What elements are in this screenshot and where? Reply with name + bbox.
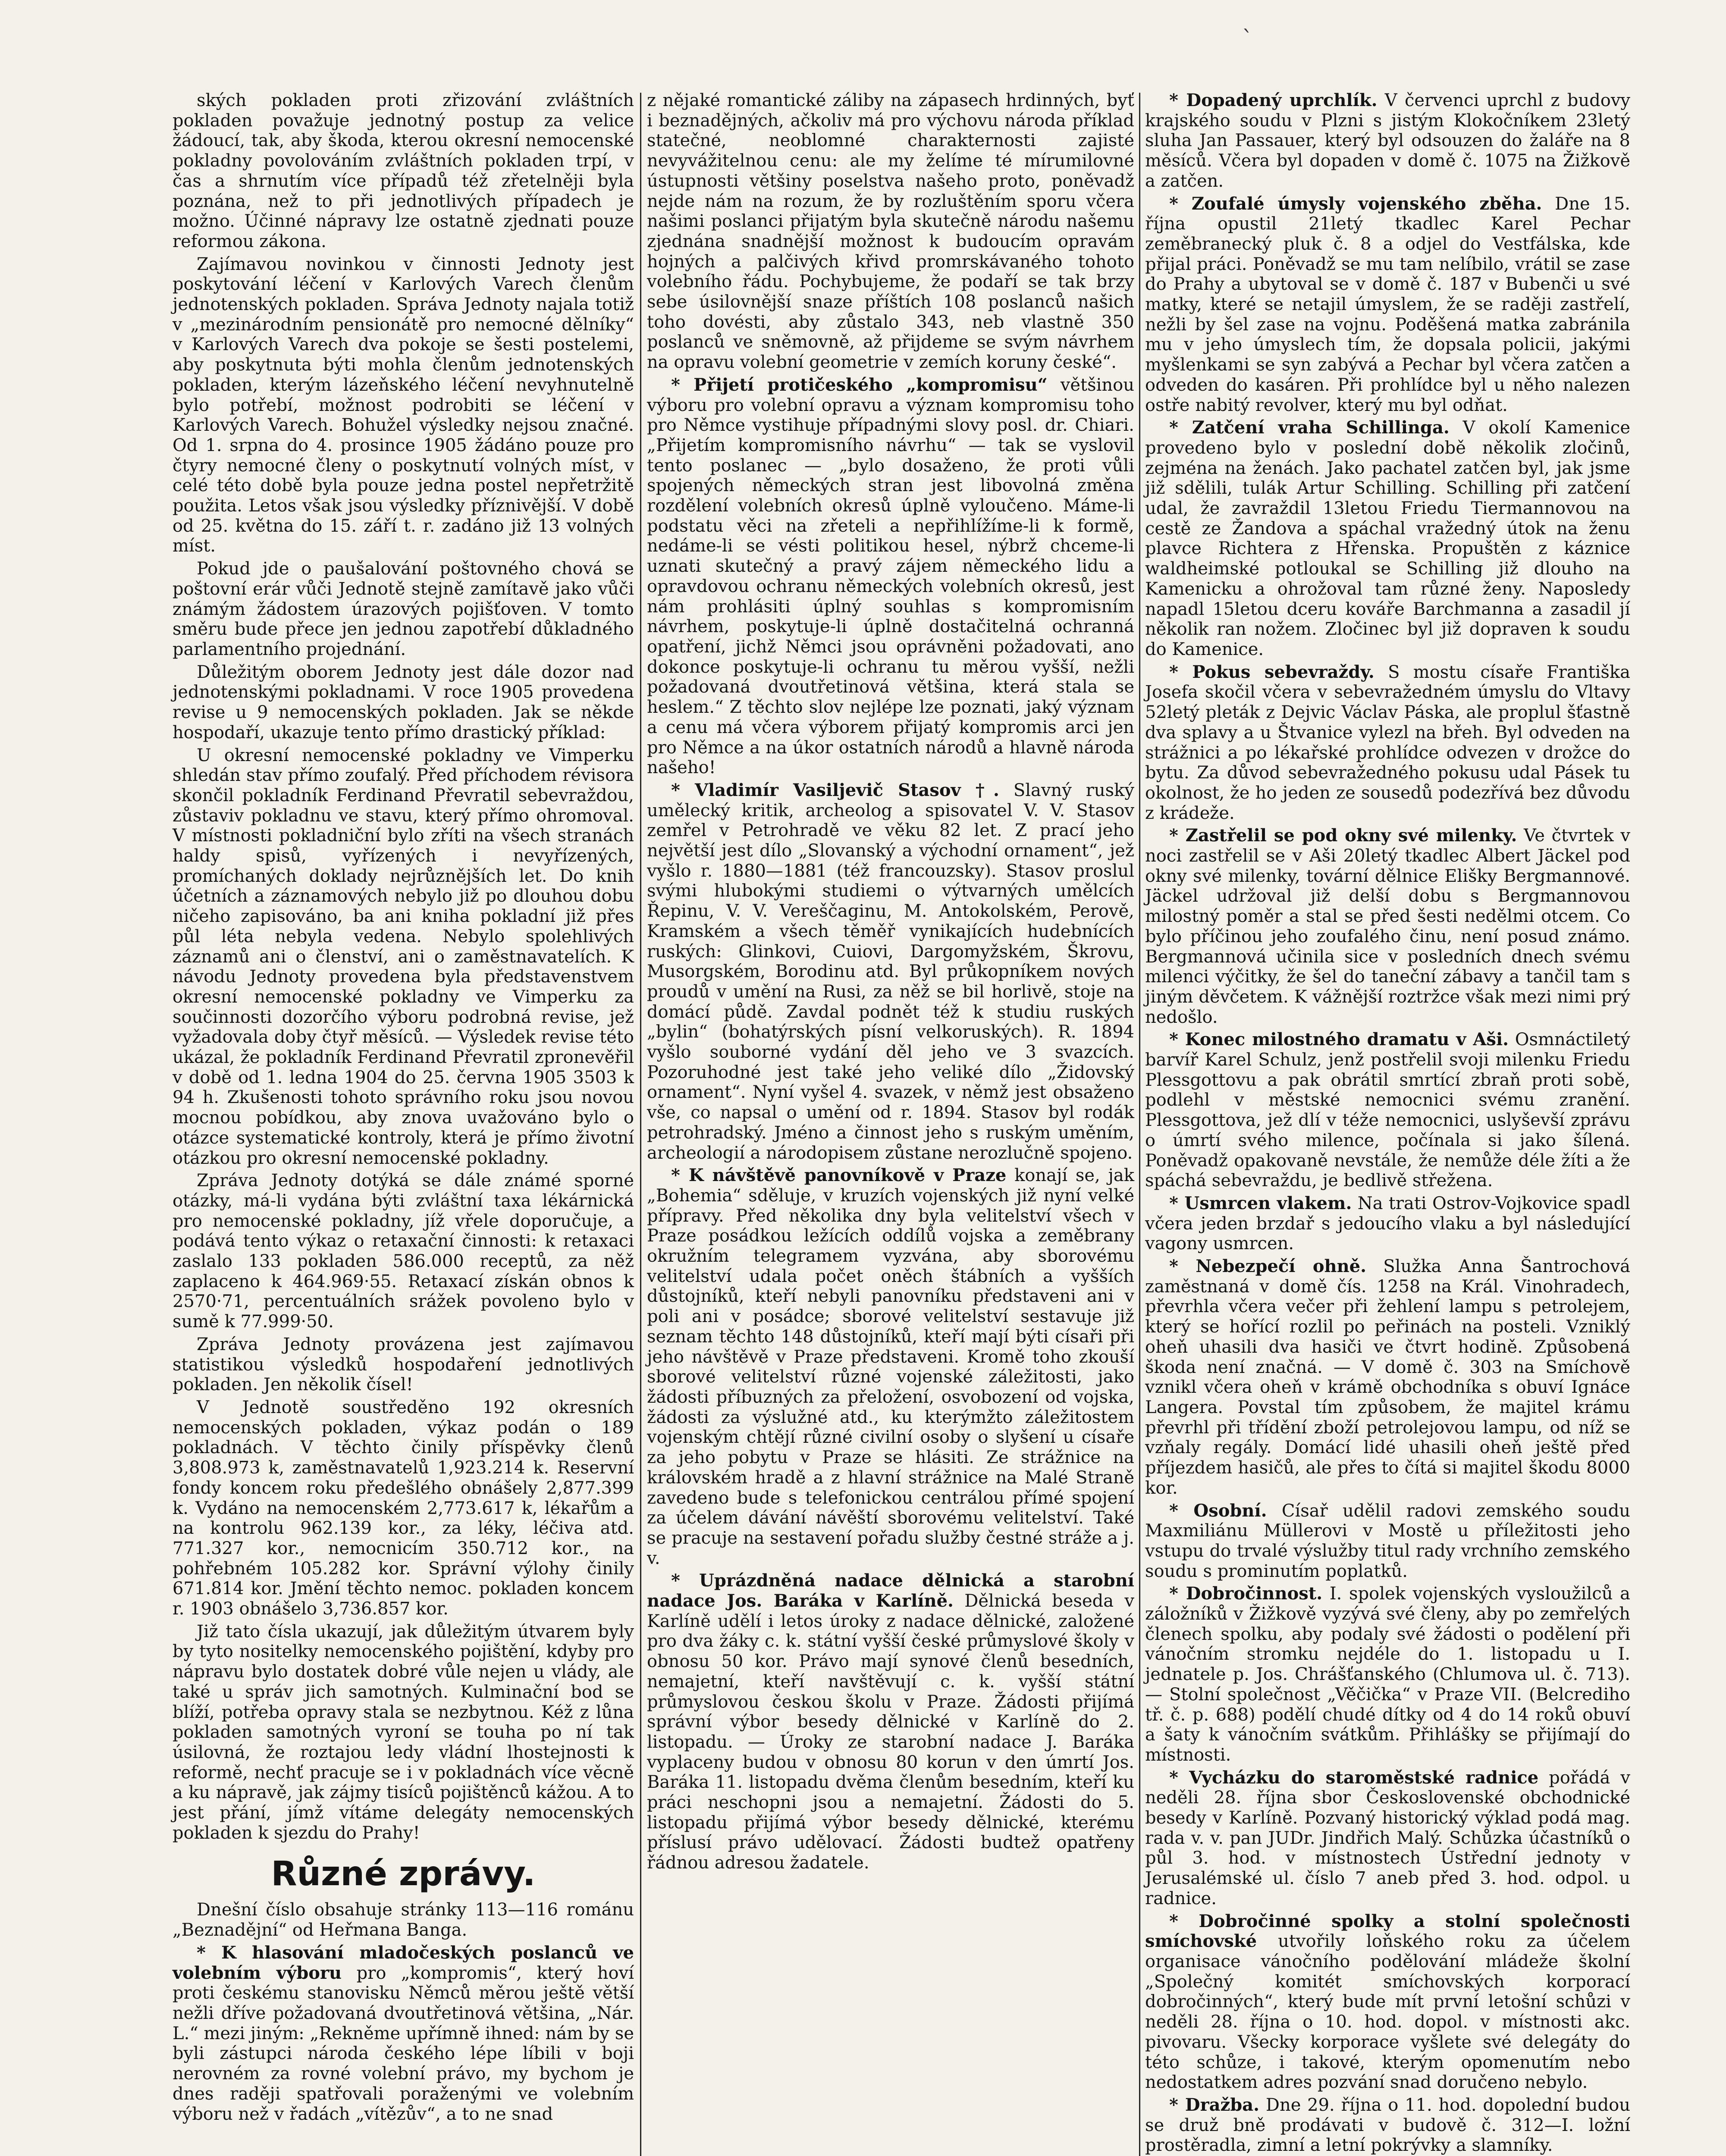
news-item-lead: * Zatčení vraha Schillinga.	[1169, 417, 1450, 438]
news-item-text: Císař udělil radovi zemského soudu Maxmiliánu Müllerovi v Mostě u příležitosti jeho vstupu do trvalé výslužby titul rady vrchního zemského soudu s prominutím poplatků.	[1145, 1501, 1630, 1581]
column-divider	[1139, 93, 1140, 2156]
news-item-lead: * Dobročinnost.	[1169, 1583, 1323, 1604]
news-item-text: Ve čtvrtek v noci zastřelil se v Aši 20letý tkadlec Albert Jäckel pod okny své milenky, tovární dělnice Elišky Bergmannové. Jäckel udržoval již delší dobu s Bergmannovou milostný poměr a stal se před šesti nedělmi otcem. Co bylo příčinou jeho zoufalého činu, není posud známo. Bergmannová učinila sice v posledních dnech svému milenci výčitky, že šel do taneční zábavy a tančil tam s jiným děvčetem. K vážnější roztržce však mezi nimi prý nedošlo.	[1145, 826, 1630, 1027]
news-item-lead: * Vycházku do staroměstské radnice	[1169, 1767, 1539, 1788]
news-item	[1145, 1584, 1630, 1765]
news-item-text: Osmnáctiletý barvíř Karel Schulz, jenž postřelil svoji milenku Friedu Plessgottovu a pak obrátil smrtící zbraň proti sobě, podlehl v městské nemocnici svému zranění. Plessgottova, jež dlí v téže nemocnici, uslyševší zprávu o úmrtí svého milence, počínala si jako šílená. Poněvadž opakovaně nevstále, že nemůže déle žíti a že spáchá sebevraždu, je bedlivě střežena.	[1145, 1030, 1630, 1191]
news-item	[1145, 1768, 1630, 1909]
news-item	[647, 780, 1134, 1163]
news-item	[647, 375, 1134, 778]
news-item-lead: * Usmrcen vlakem.	[1169, 1193, 1352, 1213]
article-paragraph: Zpráva Jednoty dotýká se dále známé sporné otázky, má-li vydána býti zvláštní taxa lékárnická pro nemocenské pokladny, jíž vřele doporučuje, a podává tento výkaz o retaxační činnosti: k retaxaci zaslalo 133 pokladen 586.000 receptů, za něž zaplaceno k 464.969·55. Retaxací získán obnos k 2570·71, percentuálních srážek povoleno bylo v sumě k 77.999·50.	[173, 1171, 634, 1332]
news-item-lead: * Nebezpečí ohně.	[1169, 1256, 1367, 1277]
article-paragraph: Již tato čísla ukazují, jak důležitým útvarem byly by tyto nositelky nemocenského pojištění, kdyby pro nápravu bylo dostatek dobré vůle nejen u vlády, ale také u správ jich samotných. Kulminační bod se blíží, potřeba opravy stala se nezbytnou. Kéž z lůna pokladen samotných vyroní se touha po ní tak úsilovná, že roztajou ledy vládní lhostejnosti k reformě, nechť pracuje se i v pokladnách více věcně a ku nápravě, jak zájmy tisíců pojištěnců kážou. A to jest přání, jímž vítáme delegáty nemocenských pokladen k sjezdu do Prahy!	[173, 1621, 634, 1843]
news-item	[1145, 1194, 1630, 1254]
news-item-text: V okolí Kamenice provedeno bylo v poslední době několik zločinů, zejména na ženách. Jako pachatel zatčen byl, jak jsme již sdělili, tulák Artur Schilling. Schilling při zatčení udal, že zavraždil 13letou Friedu Tiermannovou na cestě ze Žandova a spáchal vražedný útok na ženu plavce Richtera z Hřenska. Propuštěn z káznice waldheimské potloukal se Schilling již dlouho na Kamenicku a ohrožoval tam různé ženy. Naposledy napadl 15letou dceru kováře Barchmanna a zasadil jí několik ran nožem. Zločinec byl již dopraven k soudu do Kamenice.	[1145, 418, 1631, 659]
news-item-text: Služka Anna Šantrochová zaměstnaná v domě čís. 1258 na Král. Vinohradech, převrhla včera večer při žehlení lampu s petrolejem, který se hořící rozlil po peřinách na posteli. Vzniklý oheň uhasili dva hasiči ve čtvrt hodině. Způsobená škoda není značná. — V domě č. 303 na Smíchově vznikl včera oheň v krámě obchodníka s obuví Ignáce Langera. Povstal tím způsobem, že majitel krámu převrhl při třídění zboží petrolejovou lampu, od níž se vzňaly regály. Domácí lidé uhasili oheň ještě před příjezdem hasičů, ale přes to čítá si majitel škodu 8000 kor.	[1145, 1257, 1631, 1498]
article-paragraph: U okresní nemocenské pokladny ve Vimperku shledán stav přímo zoufalý. Před příchodem révisora skončil pokladník Ferdinand Převratil sebevraždou, zůstaviv pokladnu ve stavu, který přímo ohromoval. V místnosti pokladniční bylo zříti na všech stranách haldy spisů, vyřízených i nevyřízených, promíchaných doklady nejrůznějších let. Do knih účetních a záznamových nebylo již po dlouhou dobu ničeho zapisováno, ba ani kniha pokladní již přes půl léta nebyla vedena. Nebylo spolehlivých záznamů ani o členství, ani o zaměstnavatelích. K návodu Jednoty provedena byla představenstvem okresní nemocenské pokladny ve Vimperku za součinnosti dozorčího výboru podrobná revise, jež vyžadovala doby čtyř měsíců. — Výsledek revise této ukázal, že pokladník Ferdinand Převratil zpronevěřil v době od 1. ledna 1904 do 25. června 1905 3503 k 94 h. Zkušenosti tohoto správního roku jsou novou mocnou pobídkou, aby znova uvažováno bylo o otázce systematické kontroly, která je přímo životní otázkou pro okresní nemocenské pokladny.	[173, 745, 634, 1168]
column-2	[647, 91, 1134, 1873]
column-divider	[640, 93, 641, 2156]
article-paragraph: Zajímavou novinkou v činnosti Jednoty jest poskytování léčení v Karlových Varech členům jednotenských pokladen. Správa Jednoty najala totiž v „mezinárodním pensionátě pro nemocné dělníky“ v Karlových Varech dva pokoje se šesti postelemi, aby poskytnuta býti mohla členům jednotenských pokladen, kterým lázeňského léčení nevyhnutelně bylo potřebí, možnost podrobiti se léčení v Karlových Varech. Bohužel výsledky nejsou značné. Od 1. srpna do 4. prosince 1905 žádáno pouze pro čtyry nemocné členy o poskytnutí volných míst, v celé této době byla pouze jedna postel nepřetržitě použita. Letos však jsou výsledky příznivější. V době od 25. května do 15. září t. r. zadáno již 13 volných míst.	[173, 254, 634, 556]
news-item-text: konají se, jak „Bohemia“ sděluje, v kruzích vojenských již nyní velké přípravy. Před několika dny byla velitelství všech v Praze posádkou ležících oddílů vojska a zeměbrany okružním telegramem vyzvána, aby sborovému velitelství udala počet oněch štábních a vyšších důstojníků, kteří nebyli panovníku představeni ani v poli ani v posádce; sborové velitelství sestavuje již seznam těchto 148 důstojníků, kteří mají býti císaři při jeho návštěvě v Praze představeni. Kromě toho zkouší sborové velitelství různé vojenské záležitosti, jako žádosti příbuzných za přeložení, osvobození od vojska, žádosti za výslužné atd., ku kterýmžto záležitostem vojenským chtějí různé civilní osoby o slyšení u císaře za jeho pobytu v Praze se hlásiti. Ze strážnice na královském hradě a z hlavní strážnice na Malé Straně zavedeno bude s telefonickou centrálou přímé spojení za účelem dávání návěští sborovému velitelství. Také se pracuje na sestavení pořadu služby čestné stráže a j. v.	[647, 1166, 1134, 1568]
article-paragraph: Důležitým oborem Jednoty jest dále dozor nad jednotenskými pokladnami. V roce 1905 provedena revise u 9 nemocenských pokladen. Jak se někde hospodaří, ukazuje tento přímo drastický příklad:	[173, 662, 634, 743]
news-item-lead: * Zoufalé úmysly vojenského zběha.	[1169, 193, 1542, 214]
news-item-text: S mostu císaře Františka Josefa skočil včera v sebevražedném úmyslu do Vltavy 52letý pleták z Dejvic Václav Páska, ale proplul šťastně dva splavy a u Štvanice vylezl na břeh. Byl odveden na strážnici a po lékařské prohlídce odvezen v drožce do bytu. Za důvod sebevražedného pokusu udal Pásek tu okolnost, že ho jeden ze sousedů podezřívá bez důvodu z krádeže.	[1145, 662, 1630, 823]
news-item-lead: * Přijetí protičeského „kompromisu“	[671, 374, 1048, 395]
news-item-lead: * Pokus sebevraždy.	[1169, 661, 1375, 682]
news-item-text: pořádá v neděli 28. října sbor Československé obchodnické besedy v Karlíně. Pozvaný historický výklad podá mag. rada v. v. pan JUDr. Jindřich Malý. Schůzka účastníků o půl 3. hod. v místnostech Ústřední jednoty v Jerusalémské ul. číslo 7 aneb před 3. hod. odpol. u radnice.	[1145, 1767, 1630, 1908]
news-item-lead: * Zastřelil se pod okny své milenky.	[1169, 825, 1517, 846]
news-item	[1145, 662, 1630, 824]
news-item	[1145, 1912, 1630, 2093]
news-item-text: Na trati Ostrov-Vojkovice spadl včera jeden brzdař s jedoucího vlaku a byl následující vagony usmrcen.	[1145, 1193, 1630, 1254]
news-item-lead: * Konec milostného dramatu v Aši.	[1169, 1029, 1509, 1050]
news-item-text: Slavný ruský umělecký kritik, archeolog a spisovatel V. V. Stasov zemřel v Petrohradě ve věku 82 let. Z prací jeho největší jest dílo „Slovanský a východní ornament“, jež vyšlo r. 1880—1881 (též francouzsky). Stasov proslul svými hlubokými studiemi o výtvarných umělcích Řepinu, V. V. Vereščaginu, M. Antokolském, Perově, Kramském a všech těměř vynikajících hudebnících ruských: Glinkovi, Cuiovi, Dargomyžském, Škrovu, Musorgském, Borodinu atd. Byl průkopníkem nových proudů v umění na Rusi, za něž se bil horlivě, stoje na domácí půdě. Zavdal podnět též k studiu ruských „bylin“ (bohatýrských písní velkoruských). R. 1894 vyšlo souborné vydání děl jeho ve 3 svazcích. Pozoruhodné jest také jeho veliké dílo „Židovský ornament“. Nyní vyšel 4. svazek, v němž jest obsaženo vše, co napsal o umění od r. 1894. Stasov byl rodák petrohradský. Jméno a činnost jeho s ruským uměním, archeologií a národopisem zůstane nerozlučně spojeno.	[647, 780, 1134, 1163]
news-item	[647, 1166, 1134, 1568]
article-paragraph: Pokud jde o paušalování poštovného chová se poštovní erár vůči Jednotě stejně zamítavě jako vůči známým žádostem úrazových pojišťoven. V tomto směru bude přece jen jednou zapotřebí důkladného parlamentního projednání.	[173, 559, 634, 659]
news-item-lead: * Osobní.	[1169, 1500, 1267, 1521]
news-item-lead: * Dražba.	[1169, 2094, 1260, 2115]
news-item-text: Dne 29. října o 11. hod. dopolední budou se druž bně prodávati v budově č. 312—I. ložní prostěradla, zimní a letní pokrývky a slamníky.	[1145, 2095, 1630, 2156]
news-item	[1145, 1030, 1630, 1191]
news-item	[1145, 1257, 1630, 1498]
article-paragraph: Dnešní číslo obsahuje stránky 113—116 románu „Beznadějní“ od Heřmana Banga.	[173, 1900, 634, 1940]
news-item-lead: * Dobročinné spolky a stolní společnosti smíchovské	[1145, 1911, 1630, 1952]
column-1	[173, 91, 634, 2124]
news-item	[1145, 194, 1630, 416]
news-item-text: V červenci uprchl z budovy krajského soudu v Plzni s jistým Klokočníkem 23letý sluha Jan Passauer, který byl odsouzen do žaláře na 8 měsíců. Včera byl dopaden v domě č. 1075 na Žižkově a zatčen.	[1145, 91, 1631, 191]
article-paragraph: V Jednotě soustředěno 192 okresních nemocenských pokladen, výkaz podán o 189 pokladnách. V těchto činily příspěvky členů 3,808.973 k, zaměstnavatelů 1,923.214 k. Reservní fondy koncem roku předešlého obnášely 2,877.399 k. Vydáno na nemocenském 2,773.617 k, lékařům a na kontrolu 962.139 kor., za léky, léčiva atd. 771.327 kor., nemocnicím 350.712 kor., na pohřebném 105.282 kor. Správní výlohy činily 671.814 kor. Jmění těchto nemoc. pokladen koncem r. 1903 obnášelo 3,736.857 kor.	[173, 1398, 634, 1619]
news-item-lead: * K návštěvě panovníkově v Praze	[671, 1165, 1007, 1186]
news-item	[1145, 91, 1630, 191]
corner-mark: ˋ	[1242, 26, 1253, 51]
news-item	[1145, 1501, 1630, 1582]
news-item-lead: * K hlasování mladočeských poslanců ve volebním výboru	[173, 1942, 634, 1983]
article-paragraph: ských pokladen proti zřizování zvláštních pokladen považuje jednotný postup za velice žádoucí, tak, aby škoda, kterou okresní nemocenské pokladny povolováním zvláštních pokladen trpí, v čas a shrnutím více případů též zřetelněji byla poznána, než to při jednotlivých případech je možno. Účinné nápravy lze ostatně zjednati pouze reformou zákona.	[173, 91, 634, 251]
column-3	[1145, 91, 1630, 2156]
news-item-lead: * Vladimír Vasiljevič Stasov †.	[671, 780, 999, 800]
news-item-text: utvořily loňského roku za účelem organisace vánočního podělování mládeže školní „Společný komitét smíchovských korporací dobročinných“, který bude mít první letošní schůzi v neděli 28. října o 10. hod. dopol. v místnosti akc. pivovaru. Všecky korporace vyšlete své delegáty do této schůze, i takové, kterým opomenutím nebo nedostatkem adres pozvání snad doručeno nebylo.	[1145, 1931, 1631, 2093]
news-item-lead: * Dopadený uprchlík.	[1169, 90, 1378, 110]
news-item-text: pro „kompromis“, který hoví proti českému stanovisku Němců měrou ještě větší nežli dříve požadovaná dvoutřetinová většina, „Nár. L.“ mezi jiným: „Rekněme upřímně ihned: nám by se byli zástupci národa českého lépe líbili v boji nerovném za rovné volební právo, my bychom je dnes raději spatřovali poraženými ve volebním výboru než v řadách „vítězův“, a to ne snad	[173, 1963, 634, 2124]
news-item-text: I. spolek vojenských vysloužilců a záložníků v Žižkově vyzývá své členy, aby po zemřelých členech spolku, aby podaly své žádosti o podělení při vánočním stromku nejdéle do 1. listopadu u I. jednatele p. Jos. Chrášťanského (Chlumova ul. č. 713). — Stolní společnost „Věčička“ v Praze VII. (Belcrediho tř. č. p. 688) podělí chudé dítky od 4 do 14 roků obuví a šaty k vánočním svátkům. Přihlášky se přijímají do místnosti.	[1145, 1584, 1631, 1765]
news-item-text: Dělnická beseda v Karlíně udělí i letos úroky z nadace dělnické, založené pro dva žáky c. k. státní vyšší české průmyslové školy v obnosu 50 kor. Právo mají synové členů besedních, nemajetní, kteří navštěvují c. k. vyšší státní průmyslovou českou školu v Praze. Žádosti přijímá správní výbor besedy dělnické v Karlíně do 2. listopadu. — Úroky ze starobní nadace J. Baráka vyplaceny budou v obnosu 80 korun v den úmrtí Jos. Baráka 11. listopadu dvěma členům besedním, kteří ku práci neschopni jsou a nemajetní. Žádosti do 5. listopadu přijímá výbor besedy dělnické, kterému příslusí právo udělovací. Žádosti budtež opatřeny řádnou adresou žadatele.	[647, 1591, 1134, 1873]
news-item	[1145, 826, 1630, 1027]
news-item	[647, 1571, 1134, 1873]
news-item	[1145, 2095, 1630, 2156]
article-paragraph: Zpráva Jednoty provázena jest zajímavou statistikou výsledků hospodaření jednotlivých pokladen. Jen několik čísel!	[173, 1334, 634, 1395]
news-item	[173, 1943, 634, 2124]
section-heading: Různé zprávy.	[271, 1855, 536, 1894]
news-item-text: většinou výboru pro volební opravu a význam kompromisu toho pro Němce vystihuje případnými slovy posl. dr. Chiari. „Přijetím kompromisního návrhu“ — tak se vyslovil tento poslanec — „bylo dosaženo, že proti vůli spojených německých stran jest libovolná změna rozdělení volebních okresů úplně vyloučeno. Máme-li podstatu věci na zřeteli a nepřihlížíme-li k formě, nedáme-li se vésti politikou hesel, nýbrž chceme-li uznati skutečný a pravý zájem německého lidu a opravdovou ochranu německých volebních okresů, jest nám prohlásiti úplný souhlas s kompromisním návrhem, poskytuje-li úplně dostačitelná ochranná opatření, jichž Němci jsou oprávněni požadovati, ano dokonce poskytuje-li ochranu tu měrou vyšší, nežli požadovaná dvoutřetinová většina, která stala se heslem.“ Z těchto slov nejlépe lze poznati, jaký význam a cenu má včera výborem přijatý kompromis arci jen pro Němce a na úkor ostatních národů a hlavně národa našeho!	[647, 375, 1134, 778]
news-item-lead: * Uprázdněná nadace dělnická a starobní nadace Jos. Baráka v Karlíně.	[647, 1570, 1134, 1611]
news-item	[1145, 418, 1630, 659]
article-paragraph: z nějaké romantické záliby na zápasech hrdinných, byť i beznadějných, ačkoliv má pro výchovu národa příklad statečné, neoblomné charakternosti zajisté nevyvážitelnou cenu: ale my želíme té mírumilovné ústupnosti většiny poselstva našeho proto, poněvadž nejde nám na rozum, že by rozluštěním sporu včera našimi poslanci přijatým byla skutečně národu našemu zjednána snadnější možnost k budoucím opravám hojných a palčivých křivd promrskávaného tohoto volebního řádu. Pochybujeme, že podaří se tak brzy sebe úsilovnější snaze příštích 108 poslanců našich toho dovésti, aby zůstalo 343, neb vlastně 350 poslanců ve sněmovně, až přijdeme se svým návrhem na opravu volební geometrie v zemích koruny české“.	[647, 91, 1134, 373]
news-item-text: Dne 15. října opustil 21letý tkadlec Karel Pechar zeměbranecký pluk č. 8 a odjel do Vestfálska, kde přijal práci. Poněvadž se mu tam nelíbilo, vrátil se zase do Prahy a ubytoval se v domě č. 187 v Bubenči u své matky, které se netajil úmyslem, že se raději zastřelí, nežli by šel zase na vojnu. Poděšená matka zabránila mu v jeho úmyslech tím, že dopsala policii, jakými myšlenkami se syn zabývá a Pechar byl včera zatčen a odveden do kasáren. Při prohlídce byl u něho nalezen ostře nabitý revolver, který mu byl odňat.	[1145, 194, 1630, 415]
